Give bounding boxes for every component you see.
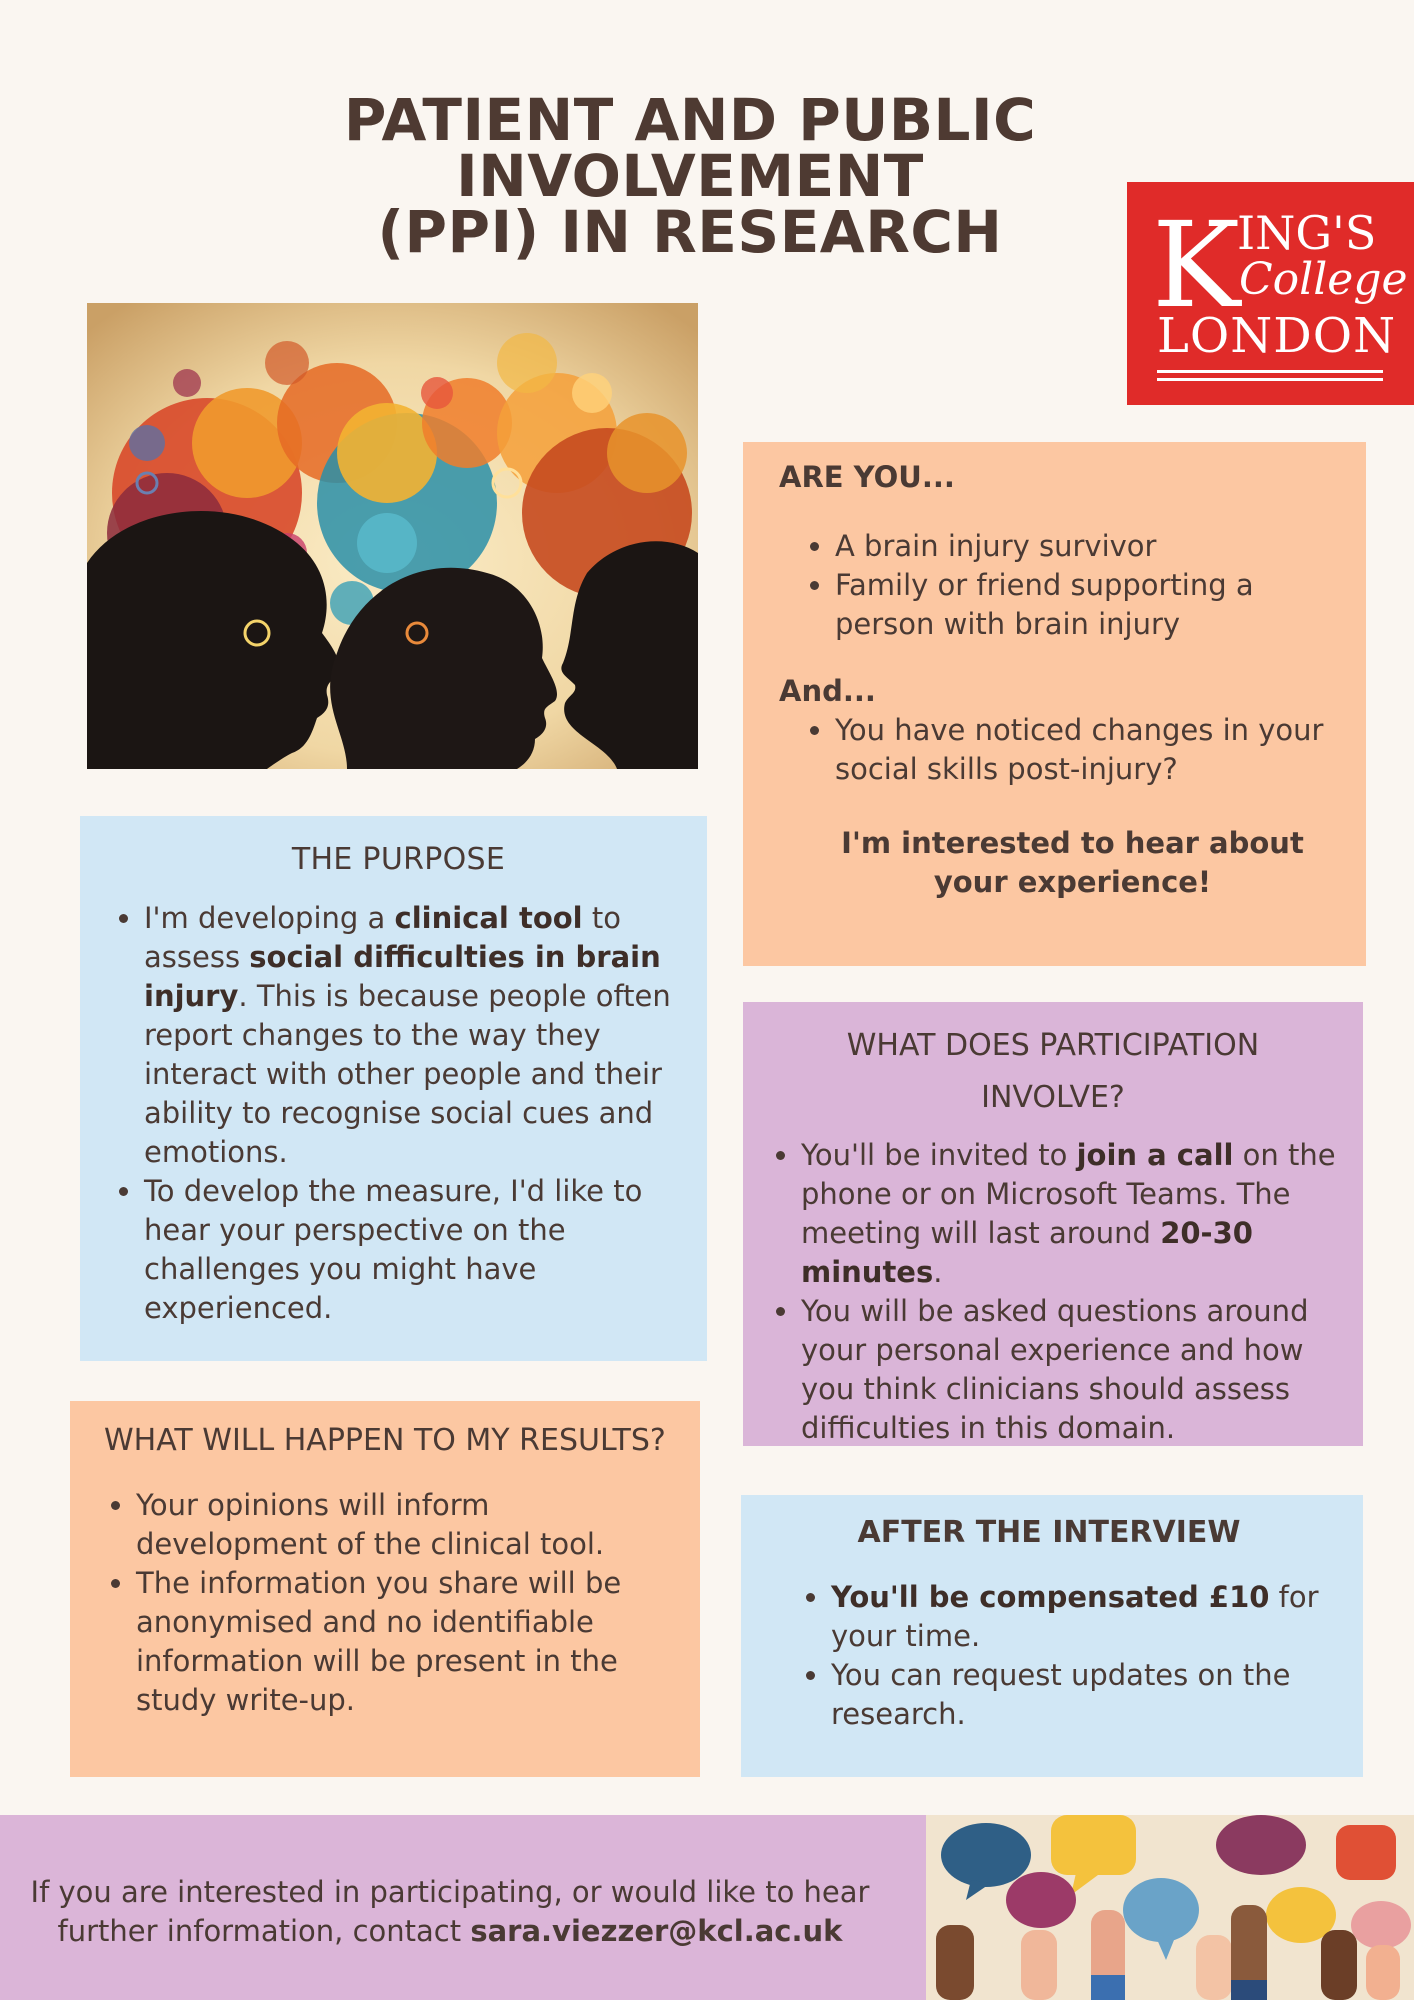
- after-interview-card: [741, 1495, 1363, 1777]
- list-item: [801, 1136, 1353, 1292]
- speech-bubbles-hands-illustration: [926, 1815, 1414, 2000]
- text-run: .: [933, 1255, 943, 1289]
- contact-text: [30, 1873, 870, 1951]
- purpose-card: [80, 816, 707, 1361]
- logo-rule: [1157, 378, 1383, 381]
- participation-card: [743, 1002, 1363, 1446]
- logo-ings: ING'S: [1237, 206, 1377, 260]
- and-list: [779, 711, 1336, 789]
- results-card: [70, 1401, 700, 1777]
- purpose-list: [110, 899, 687, 1328]
- list-item: • You have noticed changes in your social skills post-injury?: [835, 711, 1336, 789]
- list-item: • To develop the measure, I'd like to hear your perspective on the challenges you might have experienced.: [144, 1172, 687, 1328]
- logo-rule: [1157, 370, 1383, 373]
- list-item: • The information you share will be anonymised and no identifiable information will be present in the study write-up.: [136, 1564, 680, 1720]
- list-item: • You will be asked questions around your personal experience and how you think clinicians should assess difficulties in this domain.: [801, 1292, 1353, 1448]
- list-item: • Your opinions will inform development of the clinical tool.: [136, 1486, 680, 1564]
- are-you-card: [743, 442, 1366, 966]
- list-item: • A brain injury survivor: [835, 527, 1336, 566]
- emphasis: social difficulties in brain injury: [144, 940, 661, 1013]
- heading-line: INVOLVE?: [981, 1080, 1125, 1115]
- participation-list: [771, 1136, 1353, 1448]
- are-you-list: [779, 527, 1336, 644]
- text-run: for your time.: [831, 1580, 1319, 1653]
- text-run: . This is because people often report changes to the way they interact with other people and their ability to recognise social cues and emotions.: [144, 979, 671, 1169]
- text-run: I'm developing a: [144, 901, 395, 935]
- text-run: to assess: [144, 901, 621, 974]
- colorful-heads-illustration: [87, 303, 698, 769]
- participation-heading: [771, 1020, 1353, 1124]
- title-line-2: (PPI) IN RESEARCH: [377, 198, 1003, 266]
- page-title: [100, 86, 1280, 266]
- after-list: [795, 1578, 1343, 1734]
- kings-college-london-logo: [1127, 182, 1414, 405]
- contact-footer: [0, 1815, 1414, 2000]
- contact-line-1: If you are interested in participating, or would like to hear: [30, 1875, 870, 1909]
- list-item: • Family or friend supporting a person with brain injury: [835, 566, 1336, 644]
- list-item: • You can request updates on the research.: [831, 1656, 1343, 1734]
- and-label: And...: [779, 674, 876, 708]
- list-item: [144, 899, 687, 1172]
- heading-line: WHAT DOES PARTICIPATION: [846, 1028, 1260, 1063]
- purpose-heading: THE PURPOSE: [291, 842, 506, 877]
- are-you-heading: ARE YOU...: [779, 460, 955, 494]
- logo-college: College: [1239, 254, 1408, 305]
- emphasis: 20-30 minutes: [801, 1216, 1253, 1289]
- after-heading: AFTER THE INTERVIEW: [857, 1515, 1241, 1550]
- contact-line-2: further information, contact: [57, 1914, 471, 1948]
- logo-k: K: [1152, 196, 1241, 334]
- emphasis: join a call: [1076, 1138, 1234, 1172]
- interest-statement: I'm interested to hear about your experience!: [841, 826, 1304, 899]
- contact-email-link[interactable]: sara.viezzer@kcl.ac.uk: [470, 1914, 843, 1948]
- logo-london: LONDON: [1157, 308, 1397, 364]
- results-heading: WHAT WILL HAPPEN TO MY RESULTS?: [104, 1423, 666, 1458]
- title-line-1: PATIENT AND PUBLIC INVOLVEMENT: [343, 86, 1037, 210]
- emphasis: You'll be compensated £10: [831, 1580, 1270, 1614]
- text-run: You'll be invited to: [801, 1138, 1077, 1172]
- text-run: on the phone or on Microsoft Teams. The meeting will last around: [801, 1138, 1336, 1250]
- results-list: [104, 1486, 680, 1720]
- emphasis: clinical tool: [394, 901, 583, 935]
- list-item: [831, 1578, 1343, 1656]
